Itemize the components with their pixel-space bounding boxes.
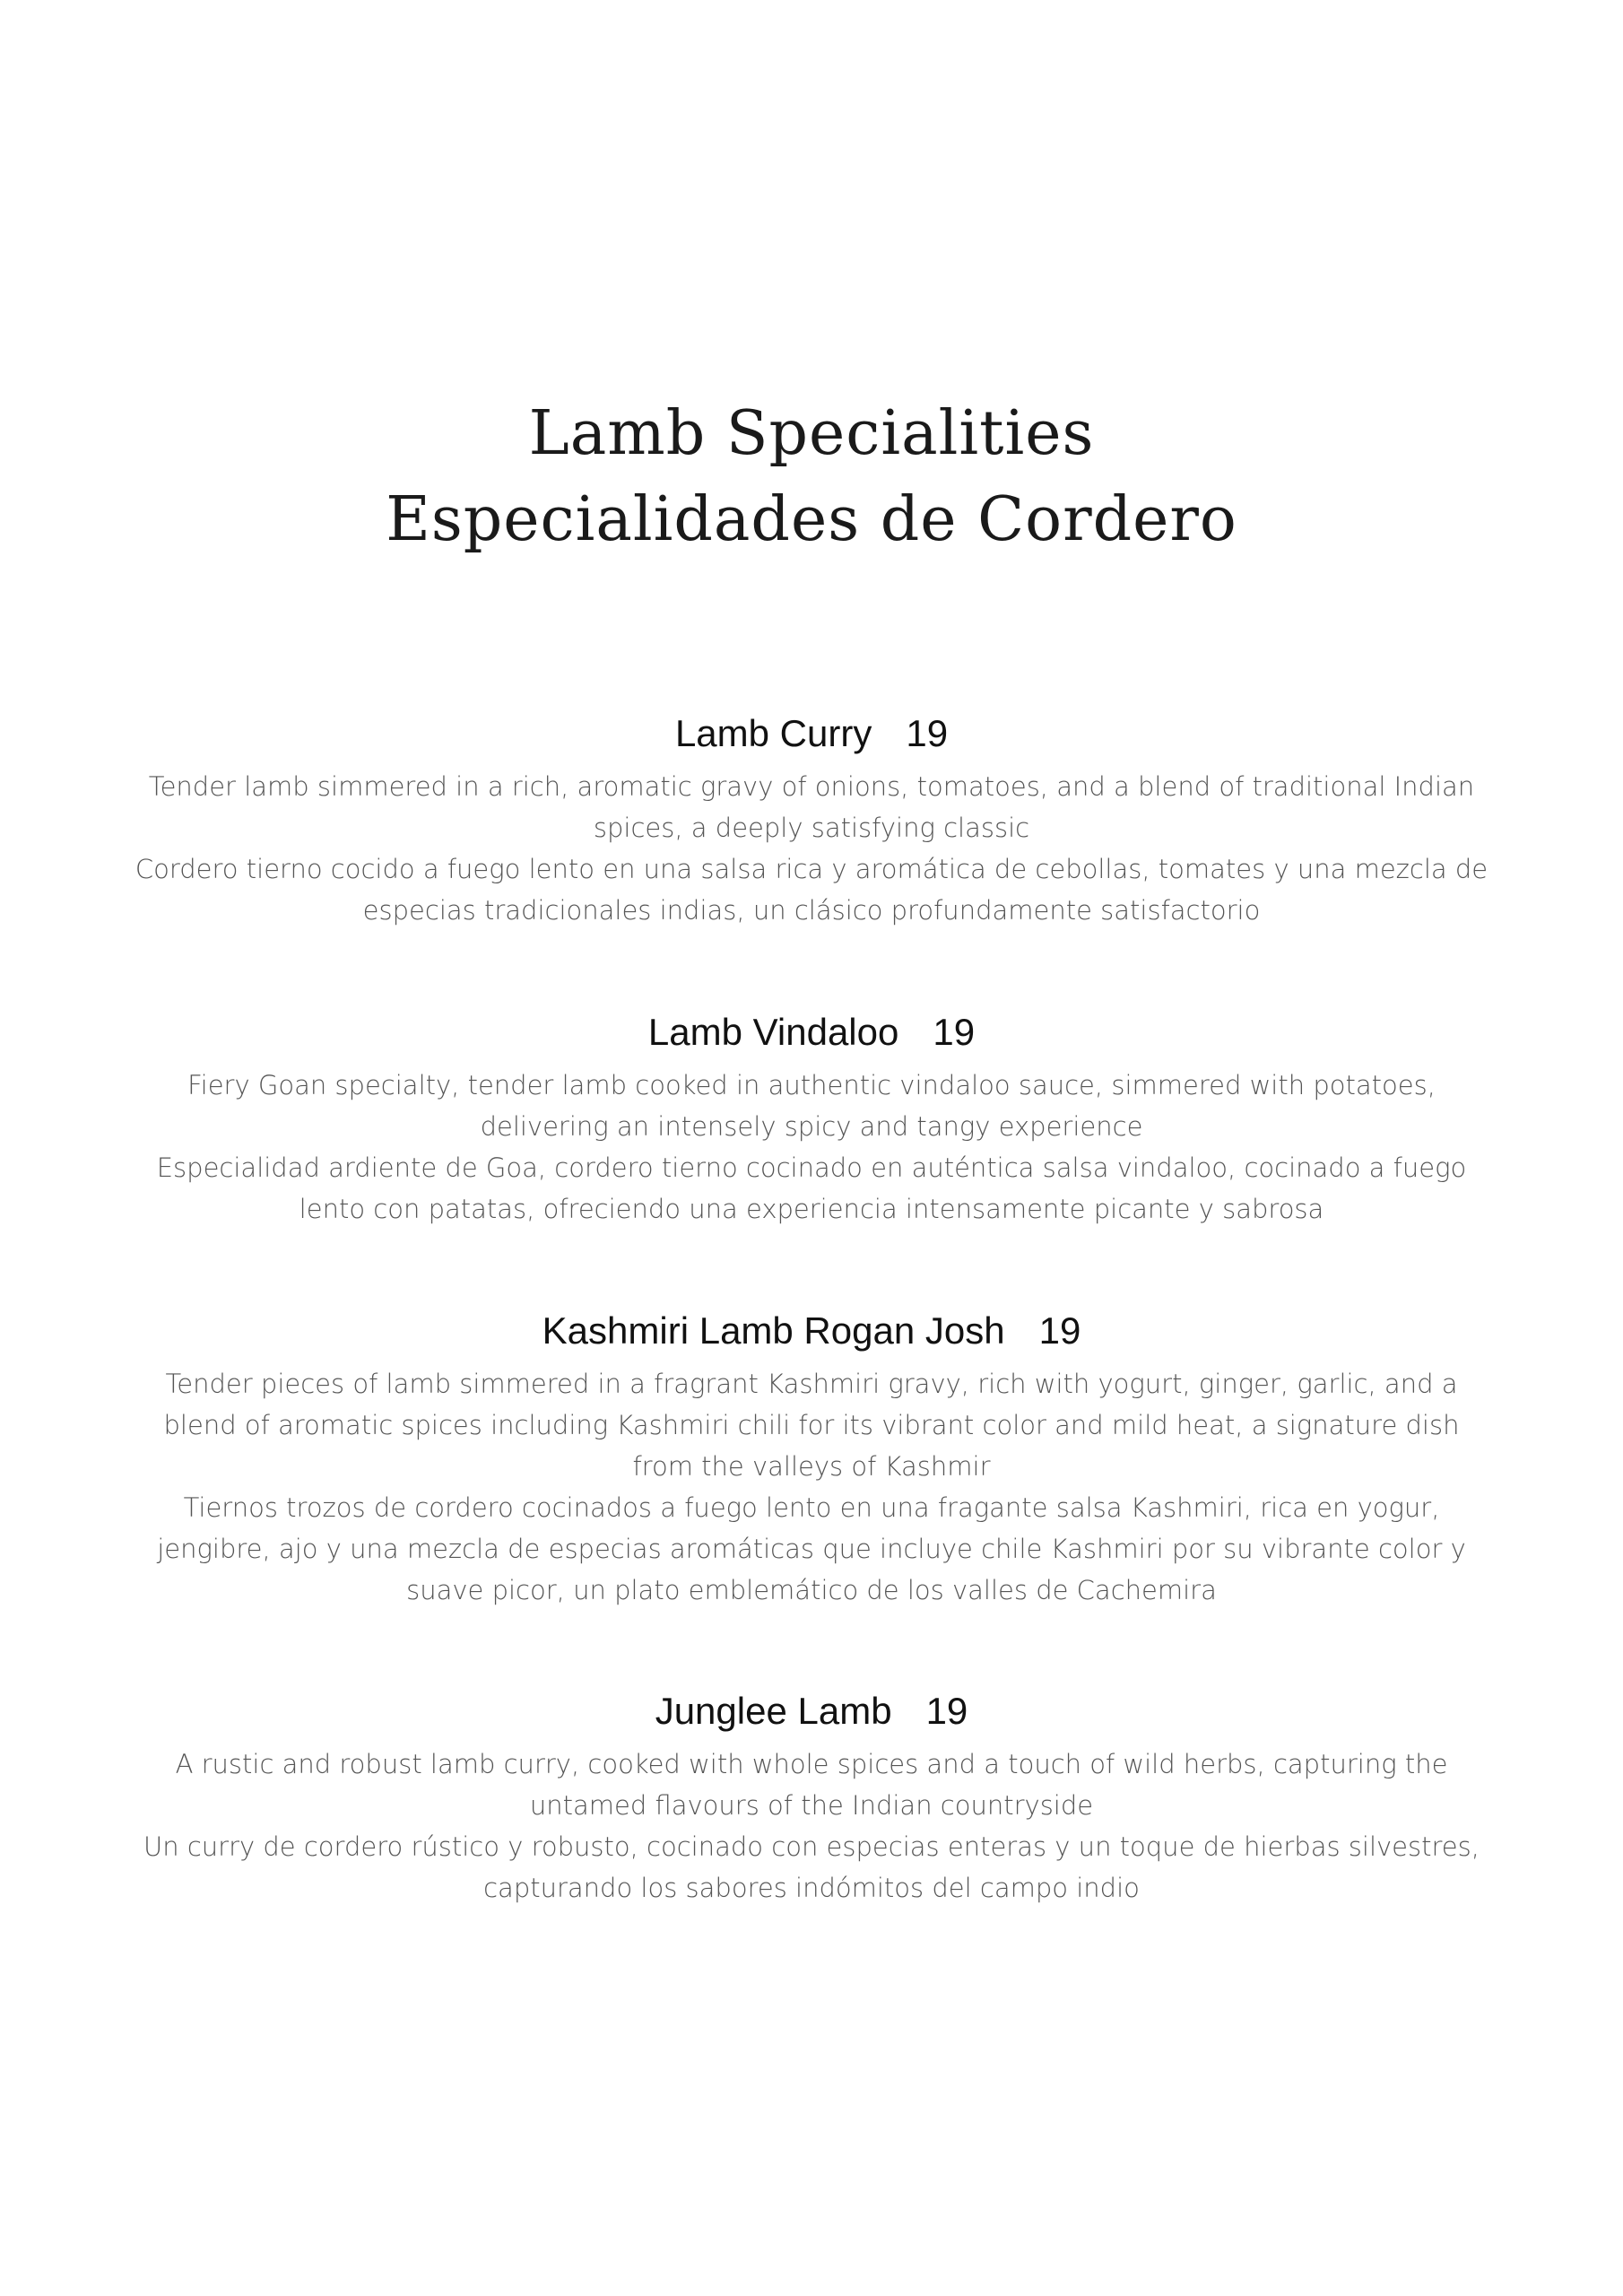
menu-item-description-english: Fiery Goan specialty, tender lamb cooked in authentic vindaloo sauce, simmered with potatoes, delivering an intensely spicy and tangy experience	[187, 1070, 1436, 1142]
menu-item-price: 19	[925, 1690, 968, 1732]
menu-item-name: Lamb Vindaloo	[647, 1011, 899, 1053]
menu-item-description-english: Tender pieces of lamb simmered in a fragrant Kashmiri gravy, rich with yogurt, ginger, garlic, and a blend of aromatic spices including Kashmiri chili for its vibrant color and mild heat, a signature dish from the valleys of Kashmir	[163, 1369, 1460, 1482]
page-title-spanish: Especialidades de Cordero	[386, 484, 1237, 556]
menu-item-description-spanish: Especialidad ardiente de Goa, cordero tierno cocinado en auténtica salsa vindaloo, cocinado a fuego lento con patatas, ofreciendo una experiencia intensamente picante y sabrosa	[156, 1152, 1467, 1224]
menu-item-description-english: Tender lamb simmered in a rich, aromatic gravy of onions, tomatoes, and a blend of traditional Indian spices, a deeply satisfying classic	[148, 771, 1475, 843]
menu-item-heading	[135, 1686, 1488, 1736]
menu-item-heading	[135, 1007, 1488, 1057]
menu-item-description-spanish: Tiernos trozos de cordero cocinados a fuego lento en una fragante salsa Kashmiri, rica en yogur, jengibre, ajo y una mezcla de especias aromáticas que incluye chile Kashmiri por su vibrante color y suave picor, un plato emblemático de los valles de Cachemira	[157, 1492, 1466, 1605]
menu-item-description-spanish: Cordero tierno cocido a fuego lento en una salsa rica y aromática de cebollas, tomates y una mezcla de especias tradicionales indias, un clásico profundamente satisfactorio	[135, 854, 1488, 926]
menu-item-lamb-vindaloo	[135, 1007, 1488, 1230]
page-title-english: Lamb Specialities	[528, 398, 1095, 470]
menu-item-name: Junglee Lamb	[655, 1690, 892, 1732]
menu-item-kashmiri-lamb-rogan-josh	[135, 1306, 1488, 1611]
menu-item-junglee-lamb	[135, 1686, 1488, 1909]
menu-item-heading	[135, 1306, 1488, 1356]
menu-item-price: 19	[933, 1011, 976, 1053]
menu-item-price: 19	[906, 712, 949, 754]
menu-item-name: Lamb Curry	[674, 712, 872, 754]
menu-item-heading	[135, 709, 1488, 759]
menu-item-lamb-curry	[135, 709, 1488, 931]
menu-item-description-english: A rustic and robust lamb curry, cooked with whole spices and a touch of wild herbs, capturing the untamed flavours of the Indian countryside	[175, 1749, 1448, 1821]
menu-item-price: 19	[1038, 1309, 1081, 1352]
menu-item-description-spanish: Un curry de cordero rústico y robusto, cocinado con especias enteras y un toque de hierbas silvestres, capturando los sabores indómitos del campo indio	[143, 1831, 1480, 1903]
menu-item-name: Kashmiri Lamb Rogan Josh	[542, 1309, 1005, 1352]
page-title	[0, 391, 1623, 563]
